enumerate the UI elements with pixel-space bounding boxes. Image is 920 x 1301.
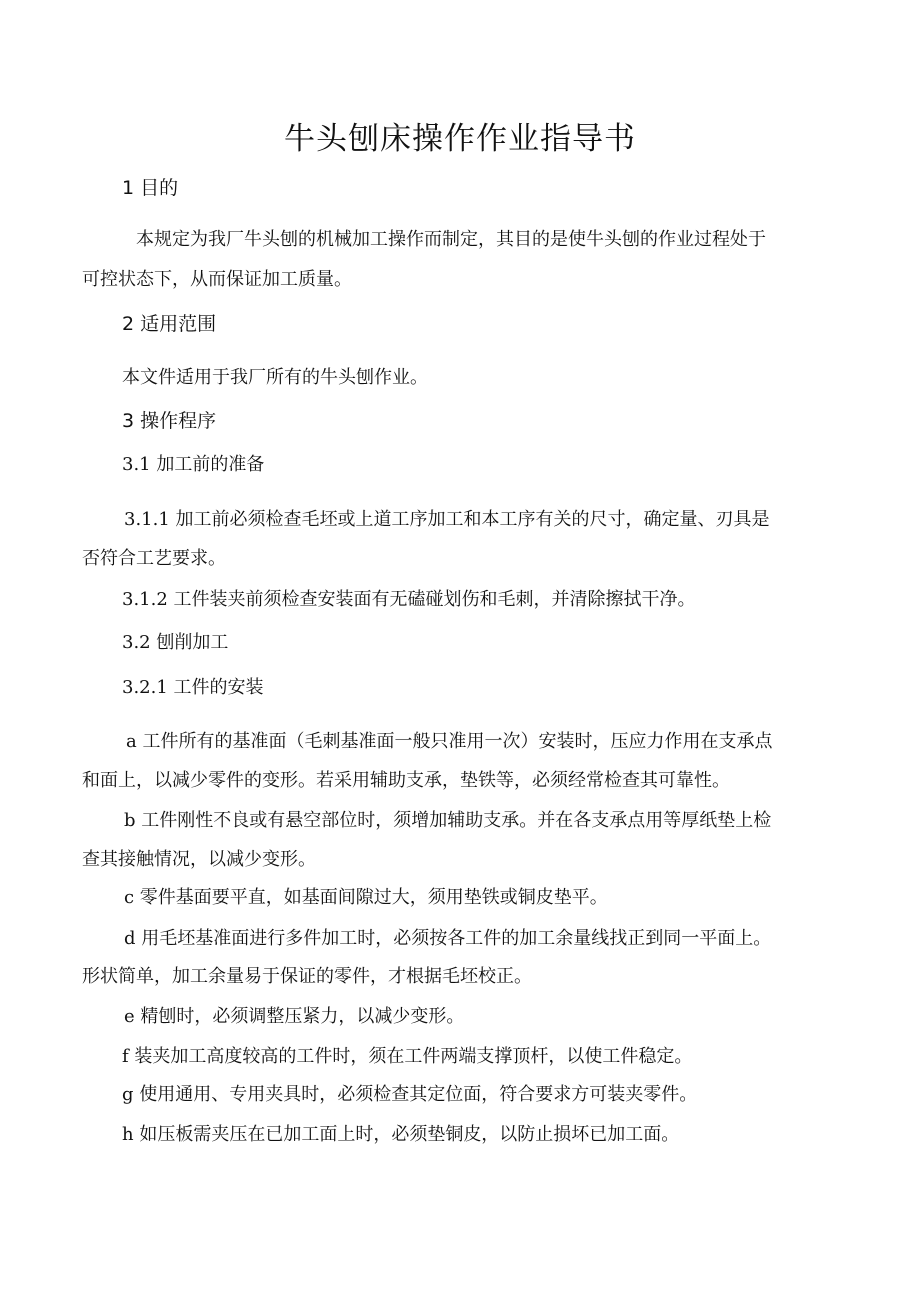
paragraph-line: 否符合工艺要求。: [82, 548, 226, 569]
list-item-continuation: 和面上，以减少零件的变形。若采用辅助支承，垫铁等，必须经常检查其可靠性。: [82, 770, 730, 791]
list-item: f 装夹加工高度较高的工件时，须在工件两端支撑顶杆，以使工件稳定。: [122, 1046, 693, 1067]
section-heading-purpose: 1 目的: [122, 177, 179, 199]
list-item: c 零件基面要平直，如基面间隙过大，须用垫铁或铜皮垫平。: [124, 887, 608, 908]
list-item: b 工件刚性不良或有悬空部位时，须增加辅助支承。并在各支承点用等厚纸垫上检: [124, 810, 772, 831]
list-item: d 用毛坯基准面进行多件加工时，必须按各工件的加工余量线找正到同一平面上。: [124, 928, 772, 949]
paragraph-line: 3.1.1 加工前必须检查毛坯或上道工序加工和本工序有关的尺寸，确定量、刃具是: [124, 509, 770, 530]
section-heading-scope: 2 适用范围: [122, 313, 217, 335]
section-heading-procedure: 3 操作程序: [122, 410, 217, 432]
paragraph-line: 本规定为我厂牛头刨的机械加工操作而制定，其目的是使牛头刨的作业过程处于: [136, 229, 766, 250]
paragraph-line: 可控状态下，从而保证加工质量。: [82, 269, 352, 290]
list-item: a 工件所有的基准面（毛刺基准面一般只准用一次）安装时，压应力作用在支承点: [126, 731, 773, 752]
list-item: h 如压板需夹压在已加工面上时，必须垫铜皮，以防止损坏已加工面。: [122, 1124, 680, 1145]
paragraph-line: 3.1.2 工件装夹前须检查安装面有无磕碰划伤和毛刺，并清除擦拭干净。: [122, 589, 696, 610]
subsection-heading: 3.2 刨削加工: [122, 632, 229, 653]
list-item-continuation: 形状简单，加工余量易于保证的零件，才根据毛坯校正。: [82, 966, 532, 987]
subsection-heading: 3.2.1 工件的安装: [122, 677, 264, 698]
document-title: 牛头刨床操作作业指导书: [284, 121, 636, 157]
paragraph-line: 本文件适用于我厂所有的牛头刨作业。: [122, 367, 428, 388]
list-item-continuation: 查其接触情况，以减少变形。: [82, 849, 316, 870]
subsection-heading: 3.1 加工前的准备: [122, 454, 265, 475]
list-item: e 精刨时，必须调整压紧力，以减少变形。: [124, 1006, 465, 1027]
list-item: g 使用通用、专用夹具时，必须检查其定位面，符合要求方可装夹零件。: [122, 1084, 698, 1105]
